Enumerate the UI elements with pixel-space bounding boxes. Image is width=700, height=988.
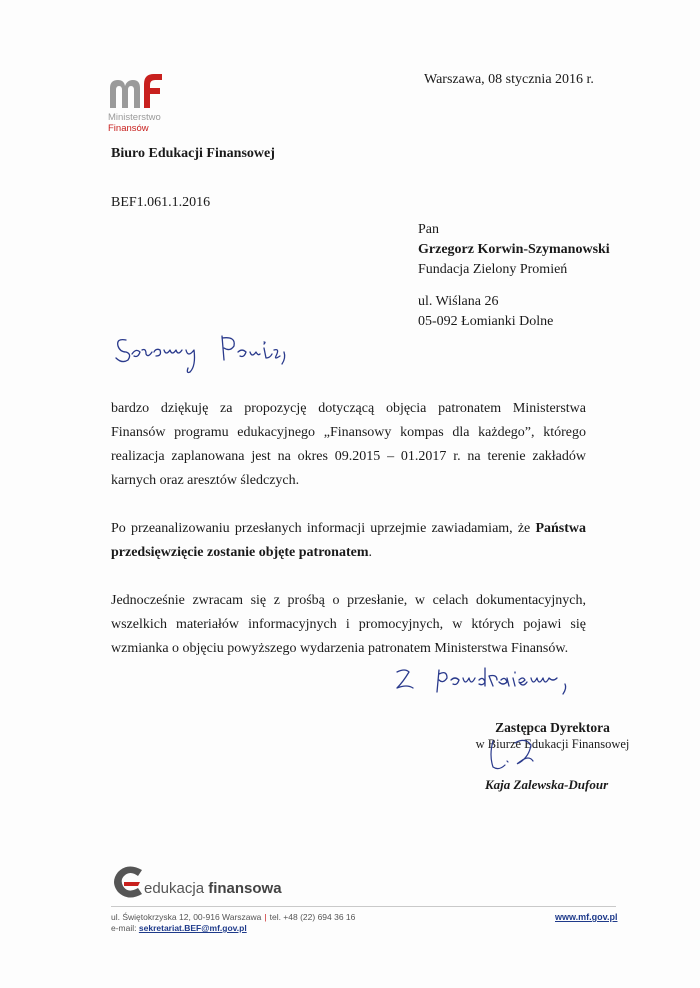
footer-address: ul. Świętokrzyska 12, 00-916 Warszawa [111, 912, 262, 922]
letter-date: Warszawa, 08 stycznia 2016 r. [424, 72, 594, 87]
salutation-text: Szanowny Panie, [112, 328, 119, 329]
footer-logo-bold: finansowa [208, 880, 282, 897]
office-name: Biuro Edukacji Finansowej [111, 146, 275, 161]
addressee-name: Grzegorz Korwin-Szymanowski [418, 242, 610, 257]
signature-scribble [485, 735, 555, 780]
addressee-city: 05-092 Łomianki Dolne [418, 314, 554, 329]
footer-logo-prefix: edukacja [144, 880, 205, 897]
signatory-name: Kaja Zalewska-Dufour [485, 777, 609, 792]
edukacja-finansowa-logo [112, 862, 312, 907]
paragraph-3: Jednocześnie zwracam się z prośbą o przesłanie, w celach dokumentacyjnych, wszelkich materiałów informacyjnych i promocyjnych, w których pojawi się wzmianka o objęciu powyższego wydarzenia patronatem Ministerstwa Finansów. [111, 593, 586, 656]
footer-phone: tel. +48 (22) 694 36 16 [269, 912, 356, 922]
mf-logo-icon [108, 70, 168, 110]
ministry-logo [108, 70, 188, 135]
signatory-title: Zastępca Dyrektora [495, 720, 610, 735]
footer-website-link[interactable]: www.mf.gov.pl [555, 912, 618, 922]
footer-divider [111, 906, 616, 907]
closing-text: Z poważaniem, [393, 660, 400, 661]
addressee-organization: Fundacja Zielony Promień [418, 262, 568, 277]
ef-logo-icon [112, 864, 144, 902]
signatory-department: w Biurze Edukacji Finansowej [475, 737, 630, 751]
handwritten-closing [393, 660, 593, 700]
logo-line-finance: Finansów [108, 123, 149, 134]
addressee-title: Pan [418, 222, 439, 237]
logo-line-ministry: Ministerstwo [108, 112, 161, 123]
footer-email-label: e-mail: [111, 923, 137, 933]
letter-body [111, 397, 586, 685]
paragraph-2: Po przeanalizowaniu przesłanych informacji uprzejmie zawiadamiam, że Państwa przedsięwzięcie zostanie objęte patronatem. [111, 521, 586, 560]
paragraph-2-bold: Państwa przedsięwzięcie zostanie objęte patronatem [111, 521, 586, 560]
addressee-block [418, 220, 610, 332]
paragraph-1: bardzo dziękuję za propozycję dotyczącą objęcia patronatem Ministerstwa Finansów programu edukacyjnego „Finansowy kompas dla każdego”, którego realizacja zaplanowana jest na okres 09.2015 – 01.2017 r. na terenie zakładów karnych oraz aresztów śledczych. [111, 401, 586, 488]
reference-number: BEF1.061.1.2016 [111, 195, 211, 210]
footer-contact: ul. Świętokrzyska 12, 00-916 Warszawa | tel. +48 (22) 694 36 16 e-mail: sekretariat.BEF@mf.gov.pl [111, 912, 356, 933]
addressee-street: ul. Wiślana 26 [418, 294, 499, 309]
handwritten-salutation [112, 328, 292, 378]
footer-email-link[interactable]: sekretariat.BEF@mf.gov.pl [138, 923, 247, 933]
